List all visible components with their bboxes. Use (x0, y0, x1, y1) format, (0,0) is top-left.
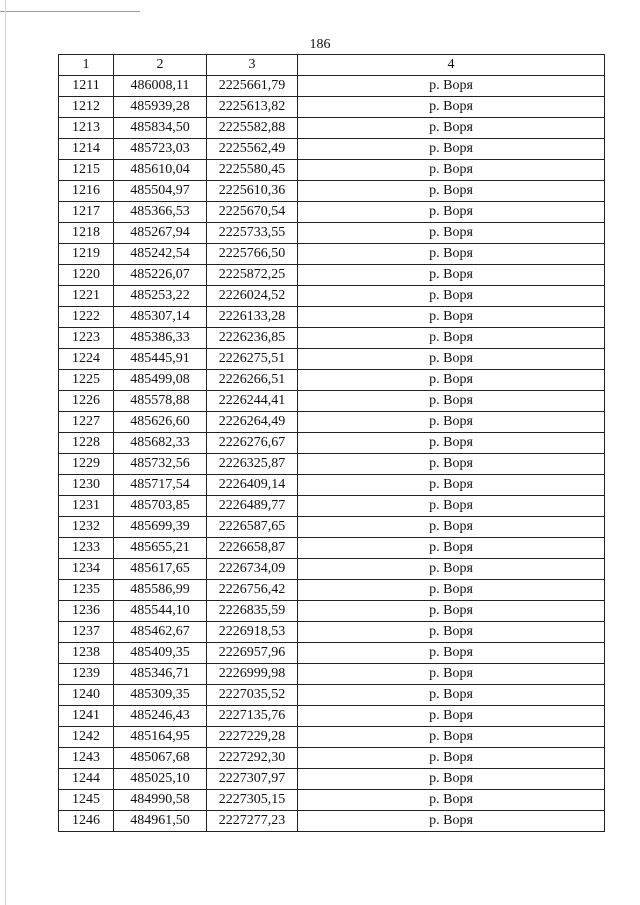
point-number-cell: 1245 (59, 790, 114, 811)
scan-edge-line-top (0, 11, 140, 12)
table-row (59, 97, 605, 118)
point-number-cell: 1238 (59, 643, 114, 664)
x-coordinate-cell: 485626,60 (114, 412, 207, 433)
point-number-cell: 1213 (59, 118, 114, 139)
table-row (59, 706, 605, 727)
description-cell: р. Воря (298, 664, 605, 685)
table-row (59, 580, 605, 601)
x-coordinate-cell: 485067,68 (114, 748, 207, 769)
description-cell: р. Воря (298, 496, 605, 517)
x-coordinate-cell: 485226,07 (114, 265, 207, 286)
x-coordinate-cell: 485307,14 (114, 307, 207, 328)
x-coordinate-cell: 485699,39 (114, 517, 207, 538)
x-coordinate-cell: 485025,10 (114, 769, 207, 790)
description-cell: р. Воря (298, 433, 605, 454)
x-coordinate-cell: 485462,67 (114, 622, 207, 643)
point-number-cell: 1228 (59, 433, 114, 454)
description-cell: р. Воря (298, 769, 605, 790)
x-coordinate-cell: 485655,21 (114, 538, 207, 559)
x-coordinate-cell: 485617,65 (114, 559, 207, 580)
description-cell: р. Воря (298, 97, 605, 118)
description-cell: р. Воря (298, 727, 605, 748)
x-coordinate-cell: 485504,97 (114, 181, 207, 202)
x-coordinate-cell: 485309,35 (114, 685, 207, 706)
description-cell: р. Воря (298, 454, 605, 475)
description-cell: р. Воря (298, 601, 605, 622)
point-number-cell: 1231 (59, 496, 114, 517)
point-number-cell: 1218 (59, 223, 114, 244)
point-number-cell: 1215 (59, 160, 114, 181)
y-coordinate-cell: 2226264,49 (207, 412, 298, 433)
point-number-cell: 1242 (59, 727, 114, 748)
y-coordinate-cell: 2225661,79 (207, 76, 298, 97)
point-number-cell: 1236 (59, 601, 114, 622)
description-cell: р. Воря (298, 370, 605, 391)
description-cell: р. Воря (298, 118, 605, 139)
point-number-cell: 1224 (59, 349, 114, 370)
y-coordinate-cell: 2227305,15 (207, 790, 298, 811)
y-coordinate-cell: 2226244,41 (207, 391, 298, 412)
table-row (59, 412, 605, 433)
y-coordinate-cell: 2227292,30 (207, 748, 298, 769)
table-row (59, 727, 605, 748)
table-row (59, 202, 605, 223)
table-row (59, 748, 605, 769)
y-coordinate-cell: 2225582,88 (207, 118, 298, 139)
x-coordinate-cell: 485253,22 (114, 286, 207, 307)
point-number-cell: 1232 (59, 517, 114, 538)
y-coordinate-cell: 2225670,54 (207, 202, 298, 223)
x-coordinate-cell: 485366,53 (114, 202, 207, 223)
y-coordinate-cell: 2226133,28 (207, 307, 298, 328)
y-coordinate-cell: 2226266,51 (207, 370, 298, 391)
description-cell: р. Воря (298, 307, 605, 328)
scan-edge-line-left (5, 0, 6, 905)
table-row (59, 223, 605, 244)
coordinates-table (58, 54, 605, 832)
y-coordinate-cell: 2227277,23 (207, 811, 298, 832)
table-row (59, 790, 605, 811)
column-header: 3 (207, 55, 298, 76)
description-cell: р. Воря (298, 181, 605, 202)
y-coordinate-cell: 2225613,82 (207, 97, 298, 118)
y-coordinate-cell: 2226658,87 (207, 538, 298, 559)
y-coordinate-cell: 2226756,42 (207, 580, 298, 601)
point-number-cell: 1223 (59, 328, 114, 349)
y-coordinate-cell: 2226587,65 (207, 517, 298, 538)
point-number-cell: 1241 (59, 706, 114, 727)
table-row (59, 349, 605, 370)
table-row (59, 538, 605, 559)
column-header: 1 (59, 55, 114, 76)
point-number-cell: 1227 (59, 412, 114, 433)
table-row (59, 118, 605, 139)
y-coordinate-cell: 2226999,98 (207, 664, 298, 685)
y-coordinate-cell: 2226835,59 (207, 601, 298, 622)
point-number-cell: 1220 (59, 265, 114, 286)
point-number-cell: 1226 (59, 391, 114, 412)
x-coordinate-cell: 485164,95 (114, 727, 207, 748)
point-number-cell: 1219 (59, 244, 114, 265)
table-row (59, 391, 605, 412)
x-coordinate-cell: 485723,03 (114, 139, 207, 160)
y-coordinate-cell: 2225610,36 (207, 181, 298, 202)
description-cell: р. Воря (298, 412, 605, 433)
description-cell: р. Воря (298, 328, 605, 349)
table-row (59, 769, 605, 790)
point-number-cell: 1217 (59, 202, 114, 223)
description-cell: р. Воря (298, 811, 605, 832)
table-row (59, 139, 605, 160)
description-cell: р. Воря (298, 790, 605, 811)
table-body (59, 76, 605, 832)
point-number-cell: 1246 (59, 811, 114, 832)
x-coordinate-cell: 485267,94 (114, 223, 207, 244)
table-row (59, 307, 605, 328)
x-coordinate-cell: 485242,54 (114, 244, 207, 265)
x-coordinate-cell: 485346,71 (114, 664, 207, 685)
description-cell: р. Воря (298, 748, 605, 769)
table-row (59, 433, 605, 454)
table-row (59, 265, 605, 286)
x-coordinate-cell: 485499,08 (114, 370, 207, 391)
y-coordinate-cell: 2226325,87 (207, 454, 298, 475)
x-coordinate-cell: 485717,54 (114, 475, 207, 496)
description-cell: р. Воря (298, 622, 605, 643)
point-number-cell: 1240 (59, 685, 114, 706)
point-number-cell: 1229 (59, 454, 114, 475)
table-row (59, 328, 605, 349)
x-coordinate-cell: 485939,28 (114, 97, 207, 118)
description-cell: р. Воря (298, 475, 605, 496)
y-coordinate-cell: 2226918,53 (207, 622, 298, 643)
point-number-cell: 1222 (59, 307, 114, 328)
point-number-cell: 1230 (59, 475, 114, 496)
x-coordinate-cell: 485610,04 (114, 160, 207, 181)
y-coordinate-cell: 2226957,96 (207, 643, 298, 664)
description-cell: р. Воря (298, 391, 605, 412)
description-cell: р. Воря (298, 76, 605, 97)
table-row (59, 811, 605, 832)
y-coordinate-cell: 2225580,45 (207, 160, 298, 181)
table-row (59, 370, 605, 391)
x-coordinate-cell: 485578,88 (114, 391, 207, 412)
description-cell: р. Воря (298, 580, 605, 601)
point-number-cell: 1234 (59, 559, 114, 580)
x-coordinate-cell: 484961,50 (114, 811, 207, 832)
point-number-cell: 1225 (59, 370, 114, 391)
table-row (59, 454, 605, 475)
y-coordinate-cell: 2227307,97 (207, 769, 298, 790)
y-coordinate-cell: 2226409,14 (207, 475, 298, 496)
description-cell: р. Воря (298, 559, 605, 580)
description-cell: р. Воря (298, 244, 605, 265)
description-cell: р. Воря (298, 265, 605, 286)
x-coordinate-cell: 485386,33 (114, 328, 207, 349)
table-row (59, 496, 605, 517)
y-coordinate-cell: 2227035,52 (207, 685, 298, 706)
description-cell: р. Воря (298, 223, 605, 244)
x-coordinate-cell: 486008,11 (114, 76, 207, 97)
table-row (59, 622, 605, 643)
x-coordinate-cell: 485834,50 (114, 118, 207, 139)
table-row (59, 643, 605, 664)
table-header-row (59, 55, 605, 76)
point-number-cell: 1221 (59, 286, 114, 307)
x-coordinate-cell: 484990,58 (114, 790, 207, 811)
point-number-cell: 1235 (59, 580, 114, 601)
page-number: 186 (309, 37, 331, 52)
description-cell: р. Воря (298, 643, 605, 664)
description-cell: р. Воря (298, 349, 605, 370)
x-coordinate-cell: 485409,35 (114, 643, 207, 664)
y-coordinate-cell: 2226275,51 (207, 349, 298, 370)
y-coordinate-cell: 2227135,76 (207, 706, 298, 727)
point-number-cell: 1239 (59, 664, 114, 685)
column-header: 2 (114, 55, 207, 76)
description-cell: р. Воря (298, 706, 605, 727)
table-row (59, 601, 605, 622)
point-number-cell: 1237 (59, 622, 114, 643)
point-number-cell: 1214 (59, 139, 114, 160)
x-coordinate-cell: 485682,33 (114, 433, 207, 454)
description-cell: р. Воря (298, 517, 605, 538)
y-coordinate-cell: 2225766,50 (207, 244, 298, 265)
x-coordinate-cell: 485544,10 (114, 601, 207, 622)
y-coordinate-cell: 2226276,67 (207, 433, 298, 454)
table-row (59, 475, 605, 496)
table-row (59, 76, 605, 97)
table-row (59, 517, 605, 538)
table-row (59, 685, 605, 706)
point-number-cell: 1243 (59, 748, 114, 769)
point-number-cell: 1233 (59, 538, 114, 559)
description-cell: р. Воря (298, 160, 605, 181)
point-number-cell: 1216 (59, 181, 114, 202)
y-coordinate-cell: 2225562,49 (207, 139, 298, 160)
x-coordinate-cell: 485246,43 (114, 706, 207, 727)
table-row (59, 181, 605, 202)
x-coordinate-cell: 485586,99 (114, 580, 207, 601)
table-row (59, 559, 605, 580)
description-cell: р. Воря (298, 685, 605, 706)
x-coordinate-cell: 485445,91 (114, 349, 207, 370)
y-coordinate-cell: 2226734,09 (207, 559, 298, 580)
column-header: 4 (298, 55, 605, 76)
point-number-cell: 1244 (59, 769, 114, 790)
y-coordinate-cell: 2225872,25 (207, 265, 298, 286)
description-cell: р. Воря (298, 139, 605, 160)
y-coordinate-cell: 2226236,85 (207, 328, 298, 349)
table-row (59, 244, 605, 265)
y-coordinate-cell: 2227229,28 (207, 727, 298, 748)
description-cell: р. Воря (298, 286, 605, 307)
table-row (59, 160, 605, 181)
x-coordinate-cell: 485703,85 (114, 496, 207, 517)
table-row (59, 286, 605, 307)
point-number-cell: 1211 (59, 76, 114, 97)
y-coordinate-cell: 2226489,77 (207, 496, 298, 517)
y-coordinate-cell: 2225733,55 (207, 223, 298, 244)
table-row (59, 664, 605, 685)
y-coordinate-cell: 2226024,52 (207, 286, 298, 307)
x-coordinate-cell: 485732,56 (114, 454, 207, 475)
description-cell: р. Воря (298, 538, 605, 559)
description-cell: р. Воря (298, 202, 605, 223)
point-number-cell: 1212 (59, 97, 114, 118)
